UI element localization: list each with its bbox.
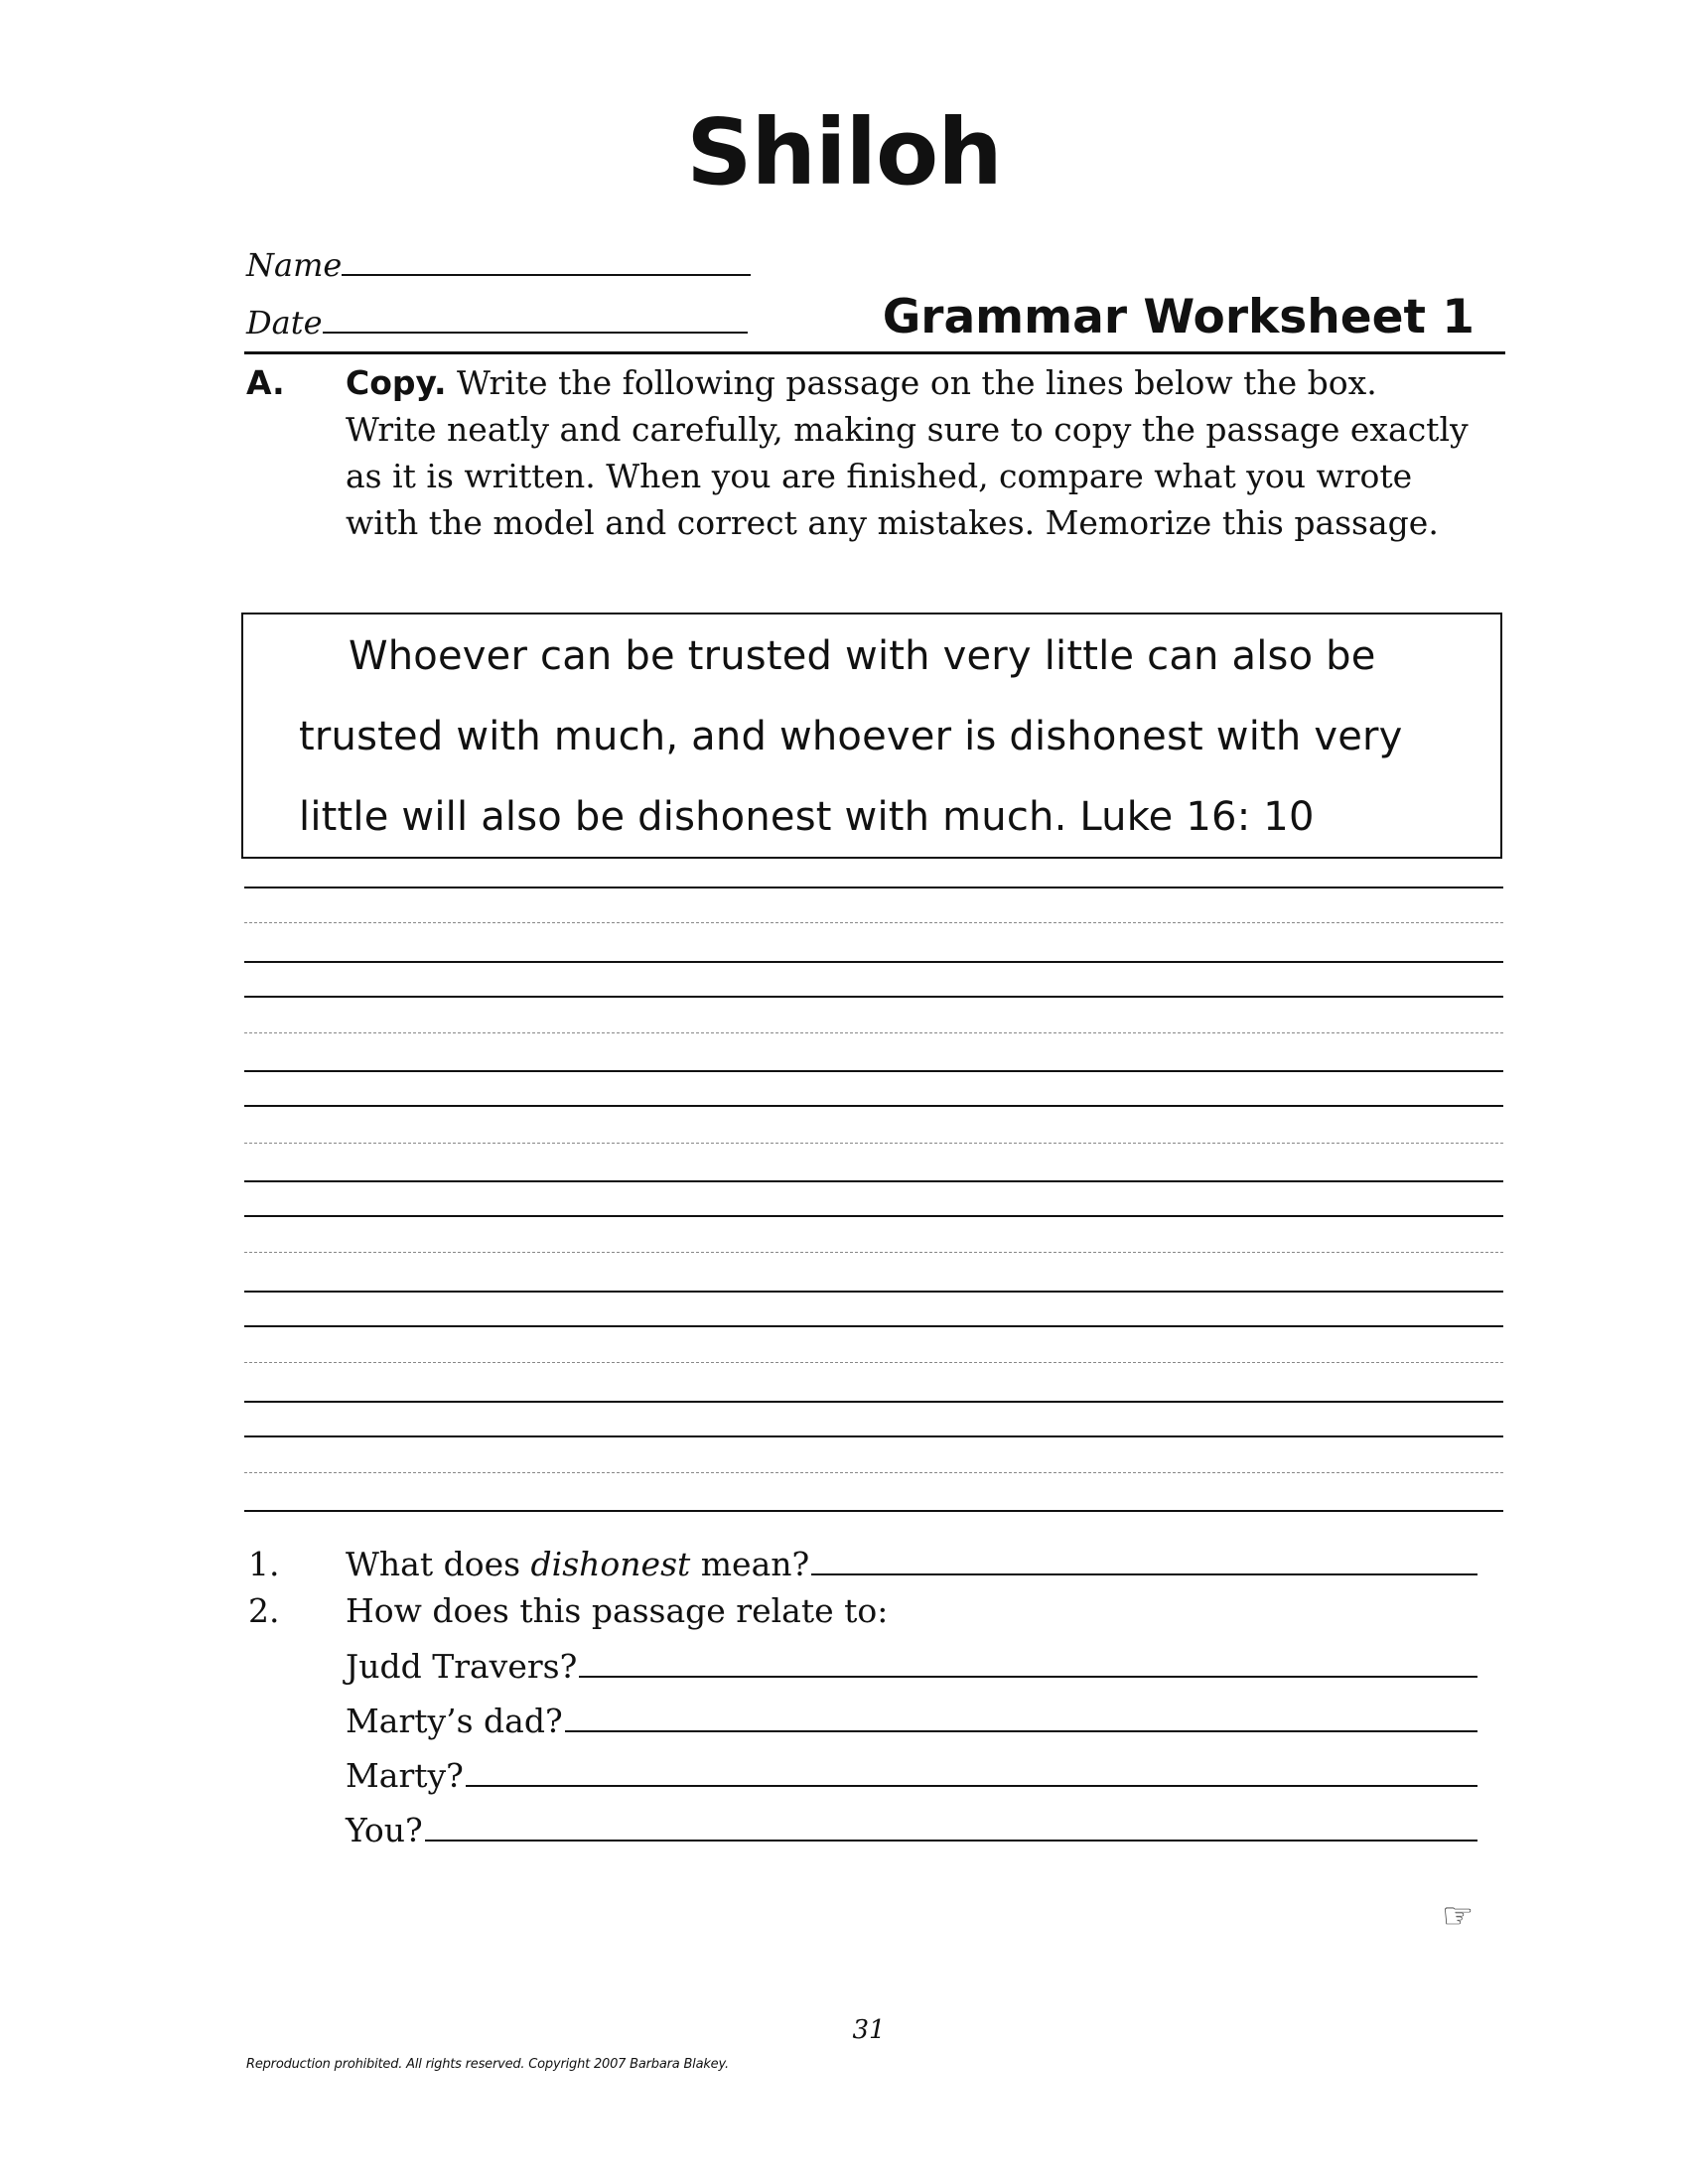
answer-line-martys-dad[interactable] [565,1730,1477,1732]
sub-question-label: Marty? [346,1756,464,1795]
instructions-text: Write the following passage on the lines below the box. Write neatly and carefully, making sure to copy the passage exactly as it is written. When you are finished, compare what you wrote with the model and correct any mistakes. Memorize this passage. [346,363,1469,542]
writing-line[interactable] [244,887,1503,888]
pointing-hand-icon: ☞ [1442,1896,1475,1937]
writing-line[interactable] [244,1325,1503,1327]
writing-line[interactable] [244,1435,1503,1437]
writing-guide-line [244,1143,1503,1144]
section-label: Copy. [346,363,447,402]
passage-box [241,613,1502,859]
sub-question-judd [346,1647,1477,1686]
writing-line[interactable] [244,1291,1503,1293]
writing-line[interactable] [244,961,1503,963]
sub-question-you [346,1811,1477,1849]
answer-line-q1[interactable] [811,1573,1477,1575]
section-letter: A. [246,363,285,402]
writing-line[interactable] [244,1401,1503,1403]
sub-question-label: Judd Travers? [346,1647,578,1686]
question-number: 2. [248,1591,280,1630]
date-line[interactable] [323,331,748,334]
writing-guide-line [244,1472,1503,1473]
name-line[interactable] [342,273,751,276]
name-field[interactable] [246,246,751,284]
writing-guide-line [244,1032,1503,1033]
question-number: 1. [248,1545,280,1583]
question-1 [248,1545,1477,1583]
section-instructions [346,359,1477,546]
writing-line[interactable] [244,1180,1503,1182]
dishonest-term: dishonest [530,1545,691,1583]
answer-line-judd[interactable] [579,1676,1477,1678]
question-2-text: How does this passage relate to: [346,1591,889,1630]
writing-guide-line [244,922,1503,923]
sub-question-label: You? [346,1811,423,1849]
answer-line-you[interactable] [425,1840,1477,1842]
writing-guide-line [244,1362,1503,1363]
writing-line[interactable] [244,996,1503,998]
writing-line[interactable] [244,1510,1503,1512]
question-1-text: What does dishonest mean? [346,1545,810,1583]
date-label: Date [246,304,323,341]
sub-question-martys-dad [346,1702,1477,1740]
sub-question-label: Marty’s dad? [346,1702,563,1740]
answer-line-marty[interactable] [466,1785,1477,1787]
grammar-worksheet-heading: Grammar Worksheet 1 [882,290,1475,344]
name-label: Name [246,246,343,284]
writing-line[interactable] [244,1215,1503,1217]
writing-line[interactable] [244,1105,1503,1107]
worksheet-title: Shiloh [686,99,1002,205]
header-divider [244,351,1505,354]
passage-text: Whoever can be trusted with very little can also be trusted with much, and whoever is dishonest with very little will also be dishonest with much. Luke 16: 10 [299,633,1403,840]
writing-line[interactable] [244,1070,1503,1072]
question-2 [248,1591,889,1630]
copyright-notice: Reproduction prohibited. All rights reserved. Copyright 2007 Barbara Blakey. [246,2057,729,2072]
sub-question-marty [346,1756,1477,1795]
date-field[interactable] [246,304,748,341]
writing-guide-line [244,1252,1503,1253]
page-number: 31 [852,2015,886,2045]
